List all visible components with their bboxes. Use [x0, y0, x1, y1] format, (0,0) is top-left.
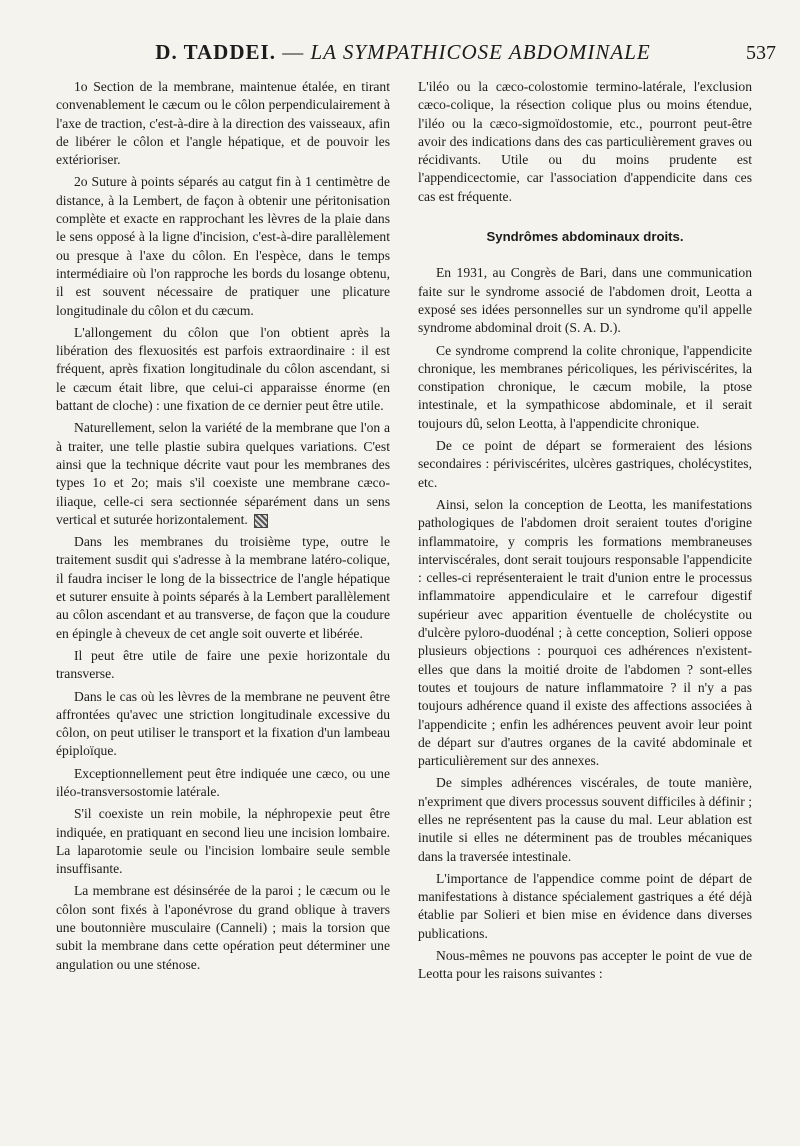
paragraph: L'importance de l'appendice comme point de départ de manifestations à distance spécialement gastriques a été déjà établie par Solieri et bien mise en évidence dans diverses publications. — [418, 870, 752, 941]
paragraph: 1o Section de la membrane, maintenue étalée, en tirant convenablement le cæcum ou le côlon perpendiculairement à l'axe de traction, c'est-à-dire à la direction des vaisseaux, afin de libérer le côlon et l'angle hépatique, et de pouvoir les extérioriser. — [56, 79, 390, 168]
paragraph: La membrane est désinsérée de la paroi ; le cæcum ou le côlon sont fixés à l'aponévrose du grand oblique à travers une boutonnière musculaire (Canneli) ; mais la torsion que subit la membrane dans cette opération peut déterminer une angulation ou une sténose. — [56, 883, 390, 972]
running-head-title: LA SYMPATHICOSE ABDOMINALE — [310, 40, 651, 64]
paragraph: Dans les membranes du troisième type, outre le traitement susdit qui s'adresse à la membrane latéro-colique, il faudra inciser le long de la bissectrice de l'angle hépatique et suturer ensuite à points séparés à la Lembert parallèlement au côlon ascendant et au transverse, de façon que la coudure en épingle à cheveux de cet angle soit ouverte et libérée. — [56, 534, 390, 641]
paragraph: 2o Suture à points séparés au catgut fin à 1 centimètre de distance, à la Lembert, de façon à obtenir une péritonisation complète et exacte en rapprochant les lèvres de la plaie dans le sens opposé à la ligne d'incision, c'est-à-dire parallèlement ou presque à l'axe du côlon. En l'espèce, dans le temps intermédiaire où l'on rapproche les bords du losange obtenu, il est souvent nécessaire de pratiquer une plicature longitudinale du côlon et du cæcum. — [56, 174, 390, 318]
page-header — [30, 40, 776, 80]
section-heading: Syndrômes abdominaux droits. — [486, 229, 684, 245]
paragraph: L'allongement du côlon que l'on obtient après la libération des flexuosités est parfois extraordinaire : il est fréquent, après fixation longitudinale du côlon ascendant, si le cæcum était libre, que celui-ci apparaisse énorme (en battant de cloche) : une fixation de ce dernier peut être utile. — [56, 324, 390, 414]
printer-ornament-icon — [254, 514, 268, 528]
paragraph — [56, 419, 390, 529]
paragraph: Ce syndrome comprend la colite chronique, l'appendicite chronique, les membranes péricoliques, les périviscérites, la constipation chronique, le cæcum mobile, la ptose intestinale, et la sympathicose abdominale, et il serait toujours dû, selon Leotta, à l'appendicite chronique. — [418, 342, 752, 431]
paragraph: De ce point de départ se formeraient des lésions secondaires : périviscérites, ulcères gastriques, cholécystites, etc. — [418, 438, 752, 490]
running-head-author: D. TADDEI. — [155, 40, 276, 64]
paragraph: De simples adhérences viscérales, de toute manière, n'expriment que divers processus souvent difficiles à définir ; elles ne représentent pas la cause du mal. Leur ablation est inutile si elles ne déterminent pas de troubles mécaniques dans la traversée intestinale. — [418, 775, 752, 864]
paragraph: En 1931, au Congrès de Bari, dans une communication faite sur le syndrome associé de l'abdomen droit, Leotta a exposé ses idées personnelles sur un syndrome qu'il appelle syndrome abdominal droit (S. A. D.). — [418, 265, 752, 336]
running-head-dash: — — [275, 40, 311, 64]
running-head — [30, 40, 776, 65]
paragraph: Dans le cas où les lèvres de la membrane ne peuvent être affrontées qu'avec une striction longitudinale excessive du côlon, on peut utiliser le transport et la fixation d'un lambeau épiploïque. — [56, 688, 390, 759]
paragraph: Il peut être utile de faire une pexie horizontale du transverse. — [56, 647, 390, 682]
paragraph-continued: L'iléo ou la cæco-colostomie termino-latérale, l'exclusion cæco-colique, la résection colique plus ou moins étendue, l'iléo ou la cæco-sigmoïdostomie, etc., pourront peut-être avoir des indications dans des cas particulièrement graves ou récidivants. Utile ou du moins prudente est l'appendicectomie, car l'association d'appendicite dans ces cas est fréquente. — [418, 79, 752, 204]
paragraph: Ainsi, selon la conception de Leotta, les manifestations pathologiques de l'abdomen droit seraient toutes d'origine inflammatoire, y compris les formations membraneuses interviscérales, dont serait toujours responsable l'appendicite : celles-ci représenteraient le trait d'union entre le processus inflammatoire appendiculaire et le carrefour digestif supérieur avec apparition éventuelle de cholécystite ou d'ulcère pyloro-duodénal ; à cette conception, Solieri oppose plusieurs objections : pourquoi ces adhérences n'existent-elles que dans la moitié droite de l'abdomen ? sont-elles toutes et toujours de nature inflammatoire ? il n'y a pas toujours adhérence quand il existe des affections associées à l'appendicite ; enfin les adhérences peuvent avoir leur point de départ sur d'autres organes de la cavité abdominale et particulièrement sur des annexes. — [418, 496, 752, 769]
paragraph-text: Naturellement, selon la variété de la membrane que l'on a à traiter, une telle plastie subira quelques variations. C'est ainsi que la technique décrite vaut pour les membranes des types 1o et 2o; mais s'il coexiste une membrane cæco-iliaque, celle-ci sera sectionnée séparément dans un sens vertical et suturée horizontalement. — [56, 420, 390, 527]
left-column — [56, 78, 390, 978]
paragraph: S'il coexiste un rein mobile, la néphropexie peut être indiquée, en pratiquant en second lieu une incision lombaire. La laparotomie seule ou l'incision lombaire seule semble insuffisante. — [56, 806, 390, 877]
paragraph: Exceptionnellement peut être indiquée une cæco, ou une iléo-transversostomie latérale. — [56, 765, 390, 799]
paragraph: Nous-mêmes ne pouvons pas accepter le point de vue de Leotta pour les raisons suivantes : — [418, 948, 752, 982]
right-column — [418, 78, 752, 988]
page-number: 537 — [746, 42, 776, 64]
